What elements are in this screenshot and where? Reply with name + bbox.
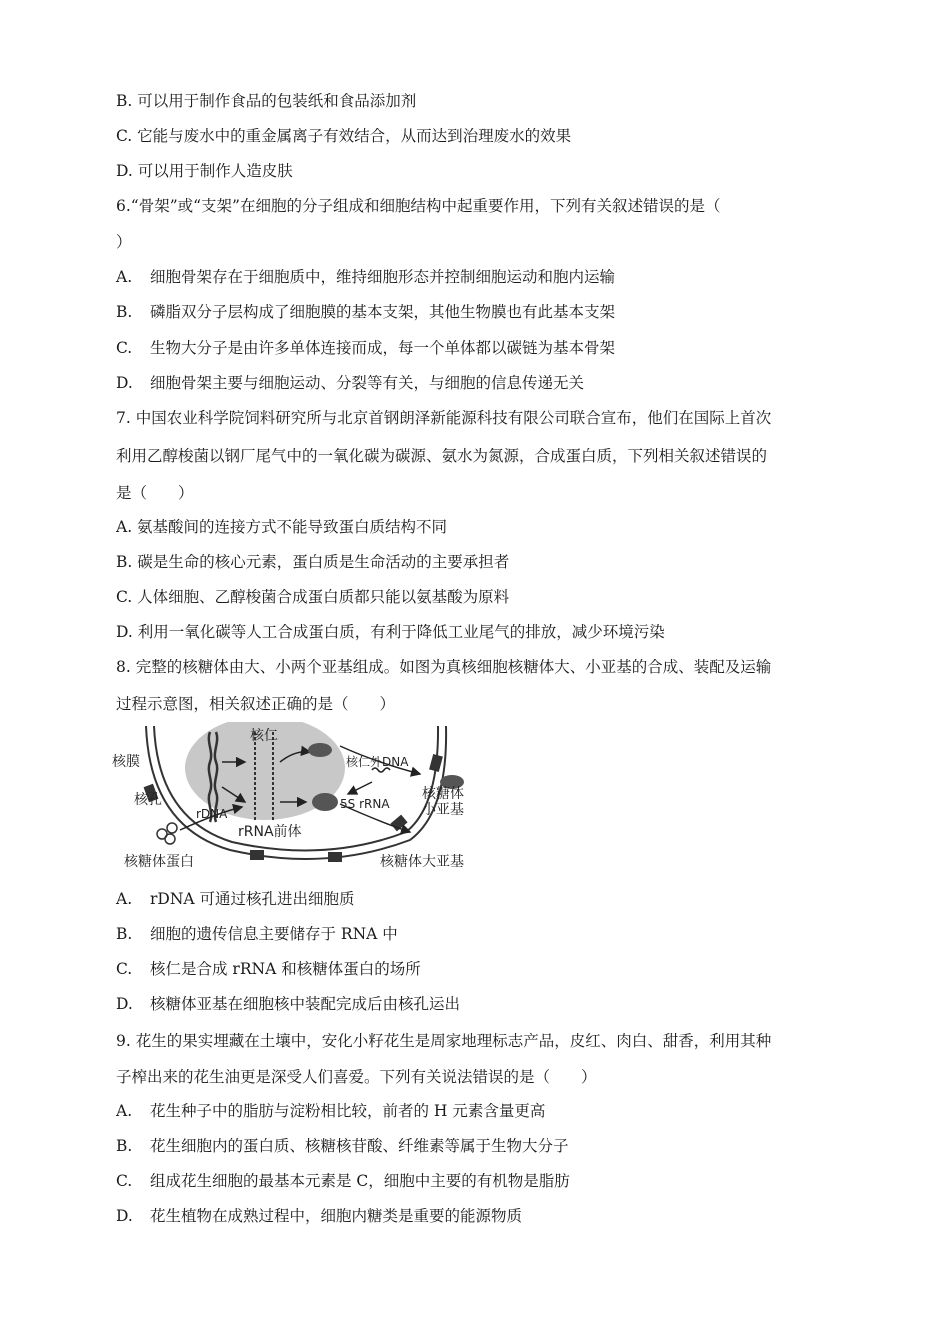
q8-option-a — [116, 889, 355, 909]
label-precursor: rRNA前体 — [238, 824, 302, 840]
q9-stem-line2: 子榨出来的花生油更是深受人们喜爱。下列有关说法错误的是（ ） — [116, 1068, 597, 1086]
label-large-subunit: 核糖体大亚基 — [380, 854, 464, 870]
q6-option-d — [116, 373, 584, 393]
q5-option-d: D. 可以用于制作人造皮肤 — [116, 162, 293, 180]
q5-option-c: C. 它能与废水中的重金属离子有效结合，从而达到治理废水的效果 — [116, 127, 572, 145]
option-text: 细胞骨架主要与细胞运动、分裂等有关，与细胞的信息传递无关 — [150, 374, 585, 392]
q9-option-a — [116, 1101, 545, 1121]
q7-option-d: D. 利用一氧化碳等人工合成蛋白质，有利于降低工业尾气的排放，减少环境污染 — [116, 623, 665, 641]
label-rdna: rDNA — [196, 807, 228, 821]
ribosome-protein — [167, 823, 177, 833]
q7-stem-line2: 利用乙醇梭菌以钢厂尾气中的一氧化碳为碳源、氨水为氮源，合成蛋白质，下列相关叙述错误的 — [116, 447, 768, 465]
q7-option-c: C. 人体细胞、乙醇梭菌合成蛋白质都只能以氨基酸为原料 — [116, 588, 510, 606]
q6-stem-line1: 6.“骨架”或“支架”在细胞的分子组成和细胞结构中起重要作用，下列有关叙述错误的是（ — [116, 197, 721, 215]
q6-stem-line2: ） — [116, 233, 132, 251]
option-text: 花生植物在成熟过程中，细胞内糖类是重要的能源物质 — [150, 1207, 523, 1225]
option-text: 花生细胞内的蛋白质、核糖核苷酸、纤维素等属于生物大分子 — [150, 1137, 569, 1155]
arrow — [348, 782, 372, 794]
option-label: B. — [116, 303, 133, 321]
label-membrane: 核膜 — [112, 754, 140, 770]
q9-option-c — [116, 1171, 570, 1191]
q8-option-d — [116, 994, 460, 1014]
q6-option-c — [116, 338, 615, 358]
q7-option-b: B. 碳是生命的核心元素，蛋白质是生命活动的主要承担者 — [116, 553, 510, 571]
option-text: 核糖体亚基在细胞核中装配完成后由核孔运出 — [150, 995, 461, 1013]
label-ribosome-protein: 核糖体蛋白 — [124, 854, 194, 870]
option-label: D. — [116, 995, 133, 1013]
nuclear-pore — [429, 754, 443, 772]
option-label: C. — [116, 1172, 133, 1190]
nuclear-pore — [328, 852, 342, 862]
option-label: B. — [116, 1137, 133, 1155]
q9-stem-line1: 9. 花生的果实埋藏在土壤中，安化小籽花生是周家地理标志产品，皮红、肉白、甜香，利用其种 — [116, 1032, 772, 1050]
q9-option-d — [116, 1206, 522, 1226]
ribosome-diagram — [110, 722, 490, 882]
q6-option-b — [116, 302, 615, 322]
q9-option-b — [116, 1136, 569, 1156]
option-text: 核仁是合成 rRNA 和核糖体蛋白的场所 — [150, 960, 421, 978]
option-label: A. — [116, 268, 133, 286]
label-pore: 核孔 — [134, 792, 162, 808]
nuclear-pore — [250, 850, 264, 860]
option-text: 生物大分子是由许多单体连接而成，每一个单体都以碳链为基本骨架 — [150, 339, 616, 357]
option-label: A. — [116, 1102, 133, 1120]
option-label: C. — [116, 960, 133, 978]
option-text: 磷脂双分子层构成了细胞膜的基本支架，其他生物膜也有此基本支架 — [150, 303, 616, 321]
q6-option-a — [116, 267, 615, 287]
q8-option-b — [116, 924, 398, 944]
label-5s-rrna: 5S rRNA — [340, 797, 390, 811]
option-text: 细胞的遗传信息主要储存于 RNA 中 — [150, 925, 398, 943]
q8-option-c — [116, 959, 421, 979]
option-label: D. — [116, 374, 133, 392]
q7-stem-line1: 7. 中国农业科学院饲料研究所与北京首钢朗泽新能源科技有限公司联合宣布，他们在国际上首次 — [116, 409, 772, 427]
label-small-subunit-1: 核糖体 — [422, 786, 464, 802]
small-subunit-blob — [308, 743, 332, 757]
option-label: B. — [116, 925, 133, 943]
q5-option-b: B. 可以用于制作食品的包装纸和食品添加剂 — [116, 92, 417, 110]
option-text: 组成花生细胞的最基本元素是 C，细胞中主要的有机物是脂肪 — [150, 1172, 570, 1190]
option-text: 细胞骨架存在于细胞质中，维持细胞形态并控制细胞运动和胞内运输 — [150, 268, 616, 286]
q7-stem-line3: 是（ ） — [116, 484, 194, 502]
option-label: D. — [116, 1207, 133, 1225]
q8-stem-line1: 8. 完整的核糖体由大、小两个亚基组成。如图为真核细胞核糖体大、小亚基的合成、装配及运输 — [116, 658, 772, 676]
label-small-subunit-2: 小亚基 — [422, 802, 464, 818]
option-text: 花生种子中的脂肪与淀粉相比较，前者的 H 元素含量更高 — [150, 1102, 546, 1120]
label-nucleolus: 核仁 — [250, 728, 278, 744]
ribosome-protein — [165, 834, 175, 844]
label-extra-dna: 核仁外DNA — [346, 755, 409, 769]
option-label: A. — [116, 890, 133, 908]
large-subunit-blob — [312, 793, 338, 811]
q7-option-a: A. 氨基酸间的连接方式不能导致蛋白质结构不同 — [116, 518, 448, 536]
q8-stem-line2: 过程示意图，相关叙述正确的是（ ） — [116, 695, 396, 713]
option-label: C. — [116, 339, 133, 357]
ribosome-diagram-svg — [110, 722, 490, 882]
option-text: rDNA 可通过核孔进出细胞质 — [150, 890, 355, 908]
